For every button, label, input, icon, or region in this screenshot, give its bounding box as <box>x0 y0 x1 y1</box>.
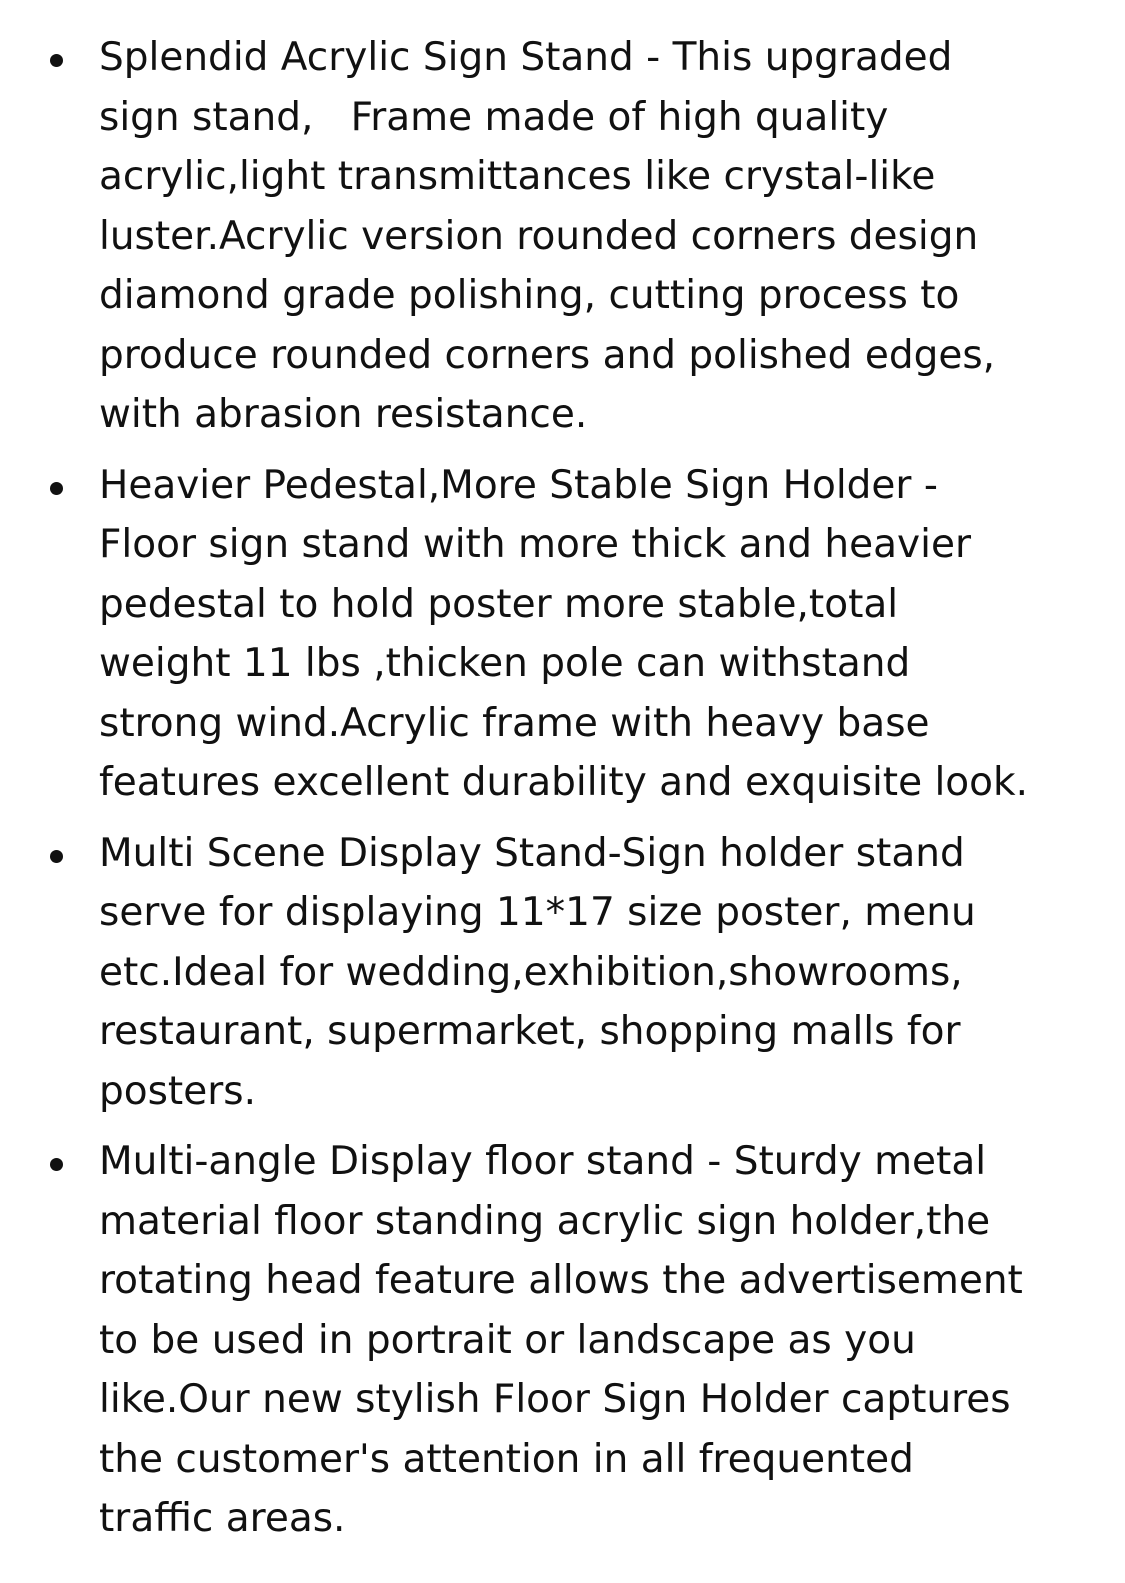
bullet-line: Floor sign stand with more thick and heavier <box>99 522 971 567</box>
bullet-line: posters. <box>99 1068 256 1114</box>
bullet-line: strong wind.Acrylic frame with heavy base <box>99 700 930 746</box>
bullet-line: the customer's attention in all frequented <box>99 1436 914 1482</box>
bullet-line: like.Our new stylish Floor Sign Holder captures <box>99 1377 1011 1422</box>
bullet-line: Multi-angle Display floor stand - Sturdy metal <box>99 1139 987 1184</box>
bullet-line: restaurant, supermarket, shopping malls for <box>99 1009 961 1054</box>
bullet-line: features excellent durability and exquisite look. <box>99 760 1029 805</box>
bullet-line: with abrasion resistance. <box>99 392 588 437</box>
bullet-line: sign stand, Frame made of high quality <box>99 94 889 140</box>
bullet-line: produce rounded corners and polished edges, <box>99 332 996 378</box>
bullet-item-multi-scene <box>0 824 1125 1122</box>
bullet-line: etc.Ideal for wedding,exhibition,showrooms, <box>99 949 963 995</box>
bullet-dot-icon <box>50 850 63 863</box>
feature-bullet-list <box>0 28 1125 1560</box>
bullet-dot-icon <box>50 1158 63 1171</box>
bullet-item-pedestal <box>0 456 1125 813</box>
bullet-line: pedestal to hold poster more stable,total <box>99 581 899 627</box>
bullet-line: diamond grade polishing, cutting process to <box>99 273 960 318</box>
bullet-line: Multi Scene Display Stand-Sign holder stand <box>99 830 965 876</box>
bullet-dot-icon <box>50 482 63 495</box>
bullet-line: material floor standing acrylic sign holder,the <box>99 1198 991 1244</box>
bullet-line: rotating head feature allows the advertisement <box>99 1258 1023 1303</box>
bullet-line: luster.Acrylic version rounded corners design <box>99 213 979 259</box>
bullet-line: acrylic,light transmittances like crystal-like <box>99 154 936 199</box>
bullet-line: to be used in portrait or landscape as you <box>99 1317 916 1363</box>
bullet-line: Splendid Acrylic Sign Stand - This upgraded <box>99 35 953 80</box>
bullet-dot-icon <box>50 54 63 67</box>
bullet-line: weight 11 lbs ,thicken pole can withstand <box>99 641 911 686</box>
bullet-line: serve for displaying 11*17 size poster, menu <box>99 890 976 935</box>
bullet-item-multi-angle <box>0 1132 1125 1549</box>
bullet-line: Heavier Pedestal,More Stable Sign Holder - <box>99 462 938 508</box>
bullet-item-sign-stand <box>0 28 1125 445</box>
bullet-line: traffic areas. <box>99 1496 346 1541</box>
